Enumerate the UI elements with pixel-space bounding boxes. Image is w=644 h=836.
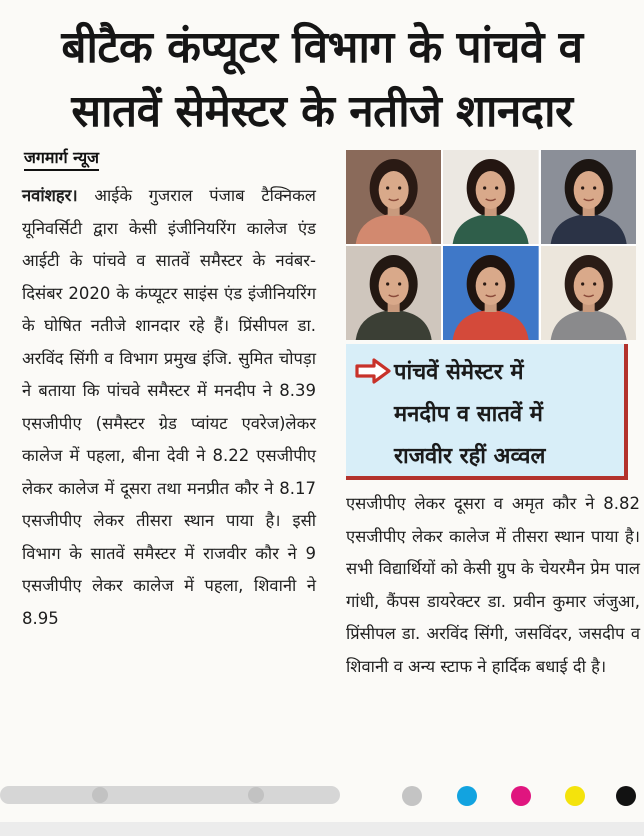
article-column-left [22,180,316,635]
student-photo [541,246,636,340]
horizontal-scrollbar[interactable] [0,786,340,804]
scroll-knob[interactable] [248,787,264,803]
callout-line-1: पांचवें सेमेस्टर में [394,360,524,385]
portrait-image [443,150,538,244]
registration-dot-cyan [457,786,477,806]
portrait-image [541,150,636,244]
headline-line-2: सातवें सेमेस्टर के नतीजे शानदार [71,86,573,137]
student-photo [346,246,441,340]
right-arrow-icon [354,358,392,384]
student-photo [443,246,538,340]
portrait-image [346,150,441,244]
student-photo [541,150,636,244]
registration-dot-yellow [565,786,585,806]
student-photo [346,150,441,244]
article-column-right: एसजीपीए लेकर दूसरा व अमृत कौर ने 8.82 एसजीपीए लेकर कालेज में तीसरा स्थान पाया है। सभी विद्यार्थियों को केसी ग्रुप के चेयरमैन प्रेम पाल गांधी, कैंपस डायरेक्टर डा. प्रवीन कुमार जंजुआ, प्रिंसीपल डा. अरविंद सिंगी, जसविंदर, जसदीप व शिवानी व अन्य स्टाफ ने हार्दिक बधाई दी है। [346,494,640,676]
callout-text [394,352,624,478]
headline [0,16,644,144]
headline-line-1: बीटैक कंप्यूटर विभाग के पांचवे व [61,22,583,73]
portrait-image [346,246,441,340]
callout-line-3: राजवीर रहीं अव्वल [394,444,546,469]
callout-line-2: मनदीप व सातवें में [394,402,543,427]
byline: जगमार्ग न्यूज [24,146,99,171]
article-paragraph [22,180,316,635]
bottom-strip [0,822,644,836]
dateline-place: नवांशहर। [22,186,78,205]
portrait-image [541,246,636,340]
highlight-callout [346,344,628,480]
registration-dot-black [616,786,636,806]
student-photos [346,150,636,340]
registration-dot-gray [402,786,422,806]
student-photo [443,150,538,244]
registration-dot-magenta [511,786,531,806]
article-text-left: आईके गुजराल पंजाब टैक्निकल यूनिवर्सिटी द्वारा केसी इंजीनियरिंग कालेज एंड आईटी के पांचवे व सातवें समैस्टर के नवंबर-दिसंबर 2020 के कंप्यूटर साइंस एंड इंजीनियरिंग के घोषित नतीजे शानदार रहे हैं। प्रिंसीपल डा. अरविंद सिंगी व विभाग प्रमुख इंजि. सुमित चोपड़ा ने बताया कि पांचवे समैस्टर में मनदीप ने 8.39 एसजीपीए (समैस्टर ग्रेड प्वांयट एवरेज)लेकर कालेज में पहला, बीना देवी ने 8.22 एसजीपीए लेकर कालेज में दूसरा तथा मनप्रीत कौर ने 8.17 एसजीपीए लेकर तीसरा स्थान पाया है। इसी विभाग के सातवें समैस्टर में राजवीर कौर ने 9 एसजीपीए लेकर कालेज में पहला, शिवानी ने 8.95 [22,186,316,628]
portrait-image [443,246,538,340]
scroll-knob[interactable] [92,787,108,803]
